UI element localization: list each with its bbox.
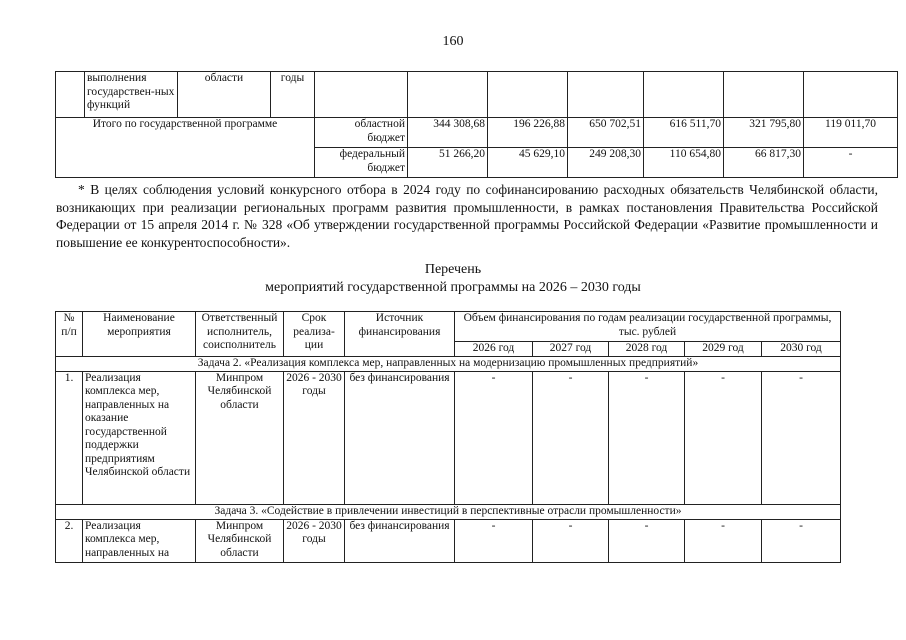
row-value: - xyxy=(533,519,609,562)
table-cell xyxy=(804,72,898,118)
list-title: Перечень xyxy=(424,262,482,277)
table-cell xyxy=(568,72,644,118)
table-cell xyxy=(315,72,408,118)
table-cell: 110 654,80 xyxy=(644,148,724,178)
table-cell: федеральный бюджет xyxy=(315,148,408,178)
page-number: 160 xyxy=(442,34,464,49)
header-year: 2026 год xyxy=(455,342,533,357)
footnote: * В целях соблюдения условий конкурсного отбора в 2024 году по софинансированию расходных обязательств Челябинской области, возникающих при реализации региональных программ развития промышленности, в рамках постановления Правительства Российской Федерации от 15 апреля 2014 г. № 328 «Об утверждении государственной программы Российской Федерации «Развитие промышленности и повышение ее конкурентоспособности». xyxy=(56,182,878,250)
table-cell xyxy=(724,72,804,118)
row-source: без финансирования xyxy=(345,519,455,562)
row-name: Реализация комплекса мер, направленных на xyxy=(83,519,196,562)
table-cell: 119 011,70 xyxy=(804,118,898,148)
total-label: Итого по государственной программе xyxy=(56,118,315,178)
row-term: 2026 - 2030 годы xyxy=(284,371,345,504)
table-cell: годы xyxy=(271,72,315,118)
row-term: 2026 - 2030 годы xyxy=(284,519,345,562)
table-row xyxy=(56,118,898,148)
header-source: Источник финансирования xyxy=(345,312,455,357)
table-cell: области xyxy=(178,72,271,118)
row-responsible: Минпром Челябинской области xyxy=(196,371,284,504)
row-value: - xyxy=(609,519,685,562)
table-cell: 51 266,20 xyxy=(408,148,488,178)
header-term: Срок реализа-ции xyxy=(284,312,345,357)
header-year: 2029 год xyxy=(685,342,762,357)
table-header-row xyxy=(56,312,841,342)
row-value: - xyxy=(762,371,841,504)
row-num: 1. xyxy=(56,371,83,504)
table-cell: 321 795,80 xyxy=(724,118,804,148)
table-cell: 196 226,88 xyxy=(488,118,568,148)
header-year: 2027 год xyxy=(533,342,609,357)
header-year: 2028 год xyxy=(609,342,685,357)
table-cell: 45 629,10 xyxy=(488,148,568,178)
row-value: - xyxy=(455,519,533,562)
task-2: Задача 2. «Реализация комплекса мер, направленных на модернизацию промышленных предприятий» xyxy=(56,356,841,371)
table-cell xyxy=(644,72,724,118)
row-name: Реализация комплекса мер, направленных на оказание государственной поддержки предприятиям Челябинской области xyxy=(83,371,196,504)
header-year: 2030 год xyxy=(762,342,841,357)
task-row xyxy=(56,356,841,371)
row-value: - xyxy=(455,371,533,504)
task-3: Задача 3. «Содействие в привлечении инвестиций в перспективные отрасли промышленности» xyxy=(56,504,841,519)
header-name: Наименование мероприятия xyxy=(83,312,196,357)
row-num: 2. xyxy=(56,519,83,562)
table-cell: выполнения государствен-ных функций xyxy=(85,72,178,118)
table-cell xyxy=(56,72,85,118)
table-cell: 616 511,70 xyxy=(644,118,724,148)
list-subtitle: мероприятий государственной программы на 2026 – 2030 годы xyxy=(265,280,641,295)
table-row xyxy=(56,519,841,562)
table-cell: 66 817,30 xyxy=(724,148,804,178)
table-row xyxy=(56,371,841,504)
header-num: № п/п xyxy=(56,312,83,357)
table-cell xyxy=(408,72,488,118)
row-responsible: Минпром Челябинской области xyxy=(196,519,284,562)
table-cell: 344 308,68 xyxy=(408,118,488,148)
row-value: - xyxy=(685,519,762,562)
row-value: - xyxy=(609,371,685,504)
table-cell xyxy=(488,72,568,118)
events-table xyxy=(55,311,841,563)
table-cell: 650 702,51 xyxy=(568,118,644,148)
task-row xyxy=(56,504,841,519)
header-volume: Объем финансирования по годам реализации государственной программы, тыс. рублей xyxy=(455,312,841,342)
header-responsible: Ответственный исполнитель, соисполнитель xyxy=(196,312,284,357)
row-value: - xyxy=(533,371,609,504)
table-row xyxy=(56,72,898,118)
table-cell: - xyxy=(804,148,898,178)
row-source: без финансирования xyxy=(345,371,455,504)
table-cell: областной бюджет xyxy=(315,118,408,148)
row-value: - xyxy=(762,519,841,562)
top-table xyxy=(55,71,898,178)
row-value: - xyxy=(685,371,762,504)
table-cell: 249 208,30 xyxy=(568,148,644,178)
